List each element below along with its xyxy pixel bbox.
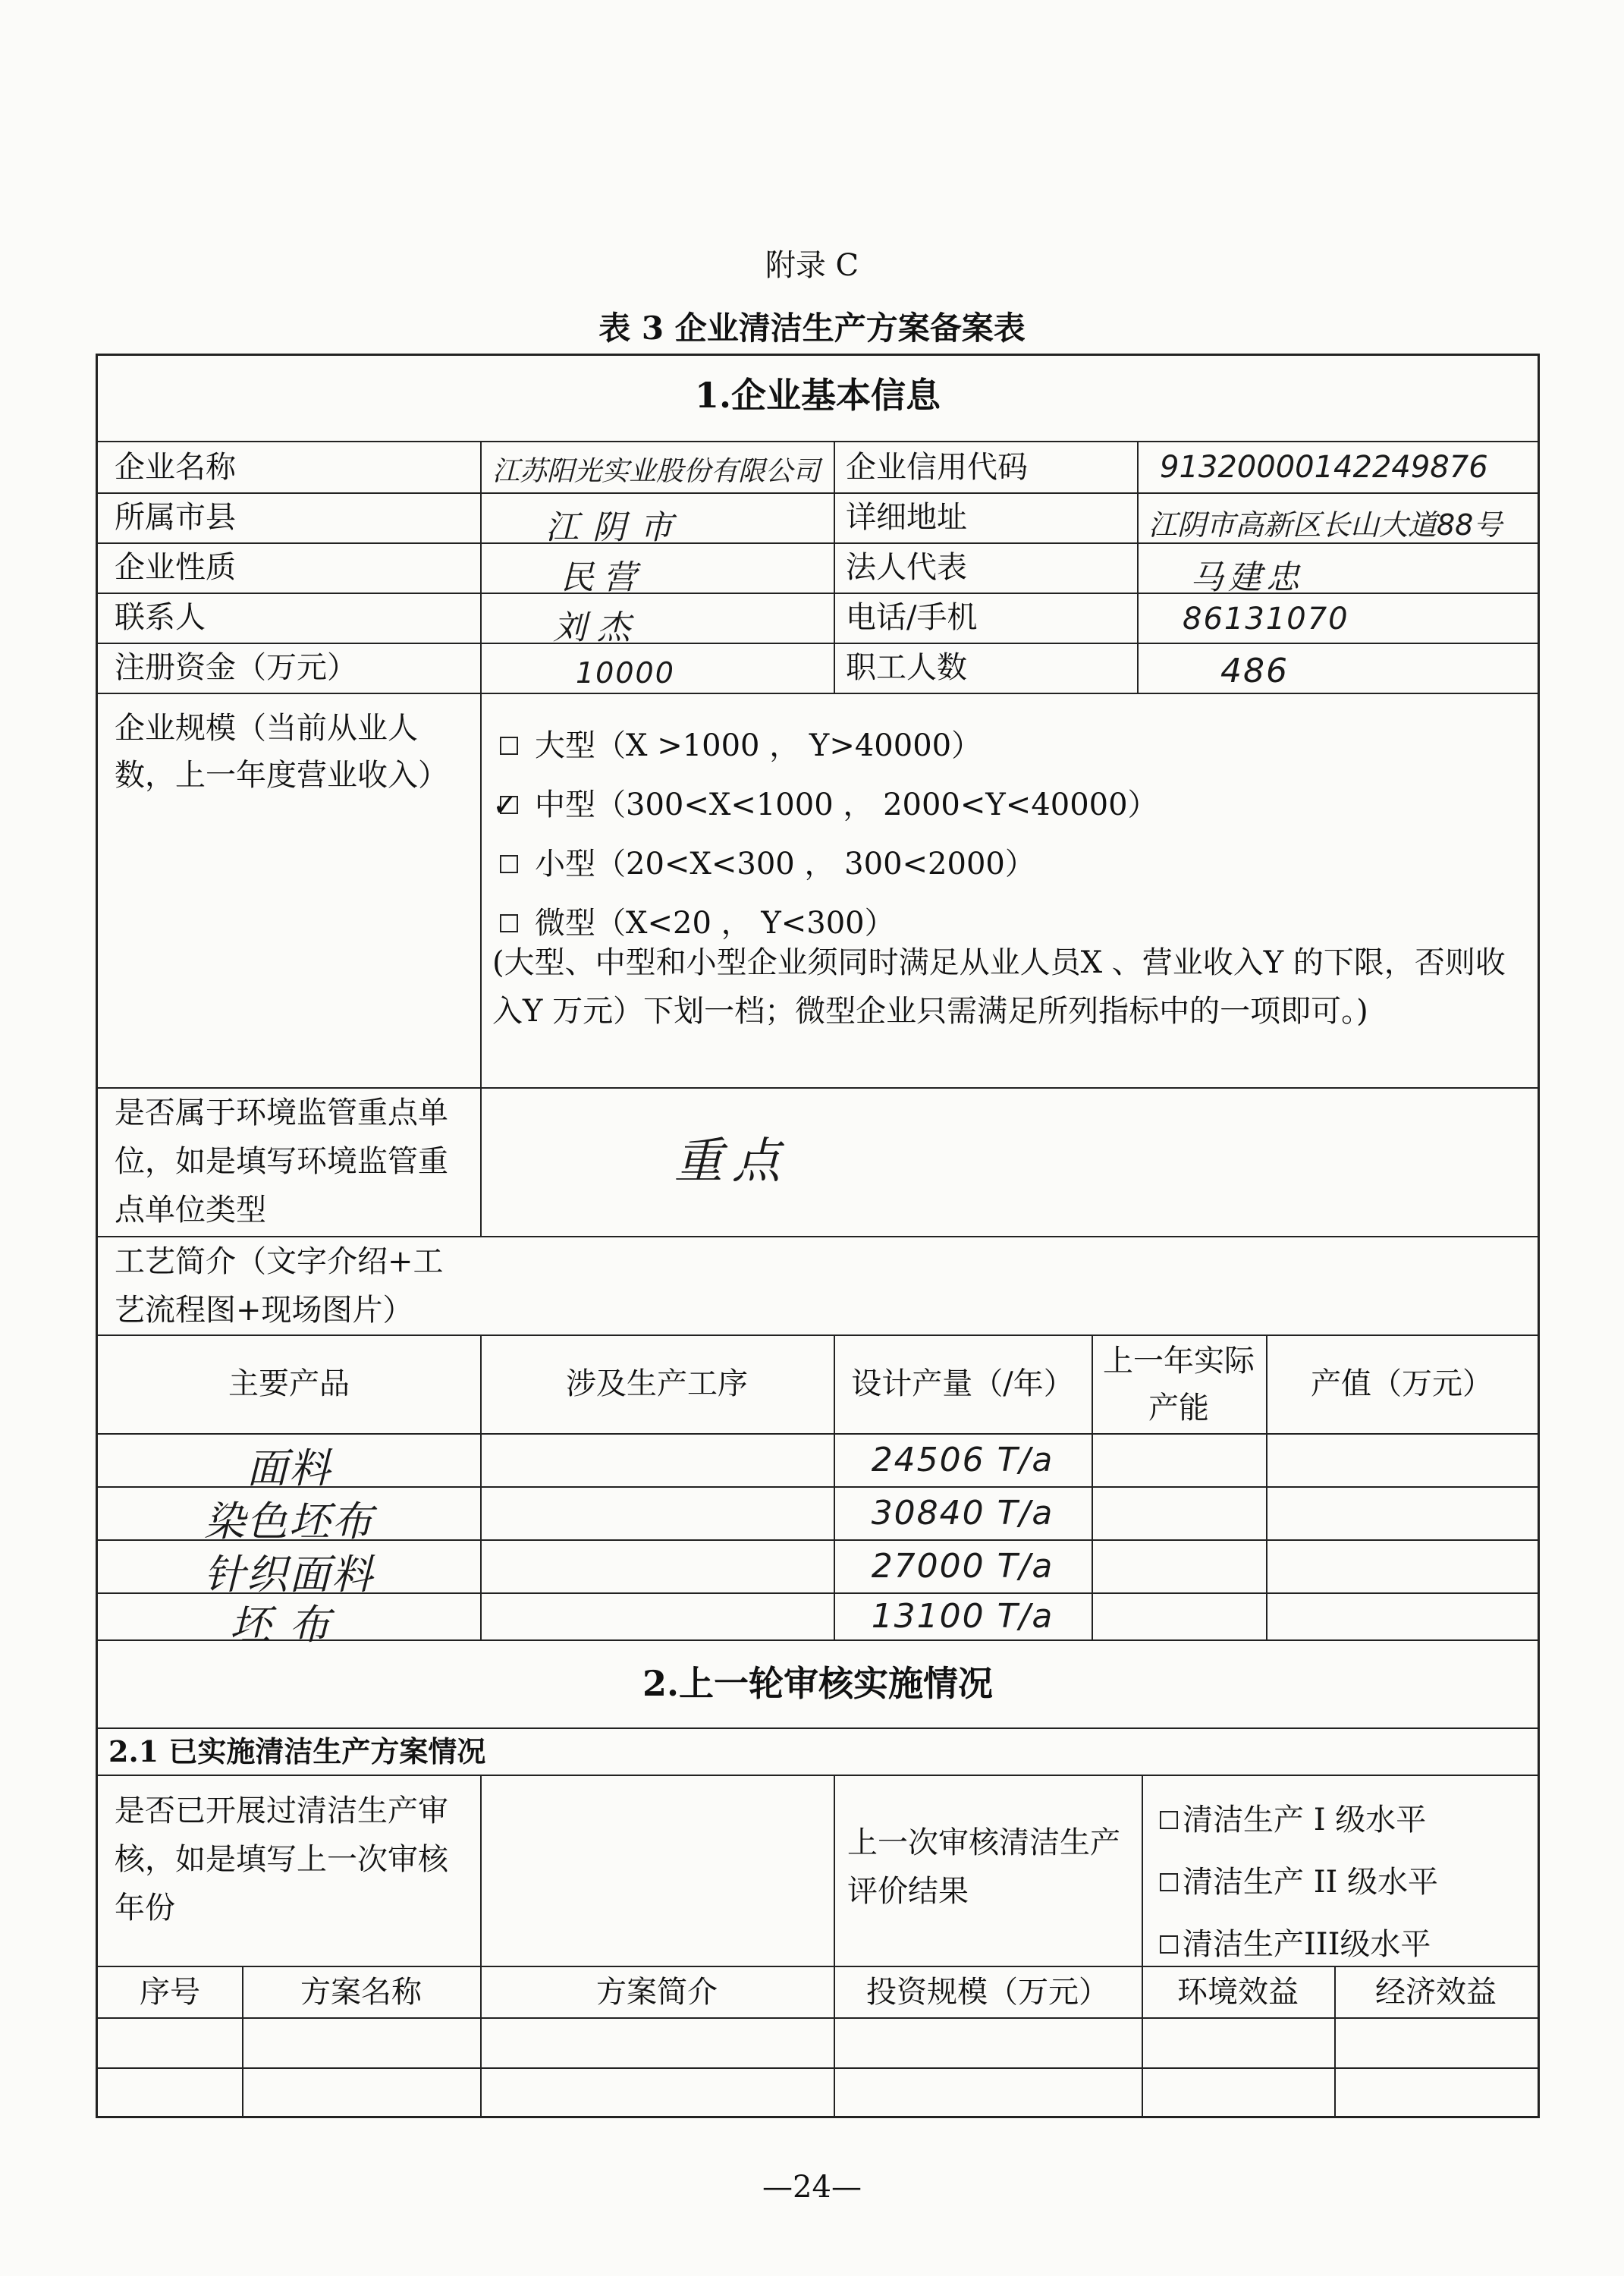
- rule: [98, 643, 1538, 644]
- filing-form: [96, 354, 1540, 2118]
- label-company-name: 企业名称: [115, 450, 236, 485]
- scale-note: (大型、中型和小型企业须同时满足从业人员X 、营业收入Y 的下限，否则收入Y 万元）下划一档；微型企业只需满足所列指标中的一项即可。): [492, 945, 1506, 1029]
- rule: [1137, 441, 1139, 693]
- col-econ-benefit: 经济效益: [1375, 1975, 1497, 2010]
- label-nature: 企业性质: [115, 550, 236, 585]
- rule: [98, 2067, 1538, 2069]
- col-design-capacity: 设计产量（/年）: [851, 1366, 1074, 1401]
- page-number: —24—: [762, 2170, 862, 2205]
- level-option-2[interactable]: 清洁生产 II 级水平: [1160, 1858, 1438, 1901]
- product-capacity: 24506 T/a: [871, 1441, 1054, 1479]
- rule: [480, 441, 482, 1236]
- appendix-title: 附录 C: [765, 248, 859, 283]
- label-contact: 联系人: [115, 600, 206, 635]
- rule: [98, 492, 1538, 494]
- product-capacity: 13100 T/a: [871, 1597, 1054, 1636]
- checkbox[interactable]: [500, 737, 518, 755]
- label-phone: 电话/手机: [846, 600, 978, 635]
- col-main-product: 主要产品: [228, 1366, 350, 1401]
- rule: [98, 693, 1538, 694]
- col-seq: 序号: [140, 1975, 200, 2010]
- table-caption: 表 3 企业清洁生产方案备案表: [598, 310, 1026, 347]
- checkbox[interactable]: [500, 855, 518, 873]
- label-process: 工艺简介（文字介绍+工艺流程图+现场图片）: [115, 1244, 444, 1328]
- label-key-unit: 是否属于环境监管重点单位，如是填写环境监管重点单位类型: [115, 1096, 448, 1228]
- section2-1-title: 2.1 已实施清洁生产方案情况: [108, 1734, 486, 1768]
- col-last-year-capacity: 上一年实际产能: [1103, 1344, 1255, 1426]
- checkbox[interactable]: [1160, 1873, 1178, 1891]
- scale-option-large[interactable]: 大型（X >1000 ， Y>40000）: [500, 721, 982, 765]
- level-option-1[interactable]: 清洁生产 I 级水平: [1160, 1796, 1426, 1839]
- label-credit-code: 企业信用代码: [846, 450, 1028, 485]
- product-capacity: 30840 T/a: [871, 1494, 1054, 1533]
- product-name: 面料: [247, 1445, 331, 1492]
- checkbox[interactable]: [1160, 1811, 1178, 1829]
- rule: [834, 441, 835, 693]
- rule: [98, 1433, 1538, 1435]
- label-staff: 职工人数: [846, 650, 967, 685]
- contact-value: 刘杰: [553, 608, 641, 647]
- product-name: 坯布: [230, 1601, 348, 1649]
- checkbox[interactable]: [500, 914, 518, 932]
- capital-value: 10000: [576, 656, 675, 690]
- label-legal-rep: 法人代表: [846, 550, 967, 585]
- rule: [98, 1334, 1538, 1336]
- address-value: 江阴市高新区长山大道88号: [1148, 508, 1503, 542]
- label-audit-done: 是否已开展过清洁生产审核，如是填写上一次审核年份: [115, 1793, 448, 1925]
- check-icon: ✓: [492, 788, 518, 823]
- col-plan-name: 方案名称: [300, 1975, 422, 2010]
- scale-option-micro[interactable]: 微型（X<20 ， Y<300）: [500, 899, 895, 942]
- rule: [98, 441, 1538, 442]
- product-name: 染色坯布: [204, 1498, 374, 1545]
- label-capital: 注册资金（万元）: [115, 650, 357, 685]
- rule: [98, 1966, 1538, 1967]
- staff-value: 486: [1220, 652, 1289, 690]
- rule: [98, 593, 1538, 594]
- rule: [98, 1775, 1538, 1776]
- col-investment: 投资规模（万元）: [866, 1975, 1109, 2010]
- col-plan-summary: 方案简介: [596, 1975, 718, 2010]
- company-name-value: 江苏阳光实业股份有限公司: [492, 456, 821, 487]
- legal-rep-value: 马建忠: [1190, 558, 1304, 597]
- label-audit-result: 上一次审核清洁生产评价结果: [847, 1825, 1120, 1909]
- key-unit-value: 重点: [674, 1133, 790, 1190]
- scale-option-medium[interactable]: ✓ 中型（300<X<1000 ， 2000<Y<40000）: [492, 787, 1158, 823]
- product-capacity: 27000 T/a: [871, 1547, 1054, 1586]
- product-name: 针织面料: [204, 1551, 374, 1599]
- section1-title: 1.企业基本信息: [694, 375, 941, 416]
- rule: [834, 1775, 835, 2117]
- col-env-benefit: 环境效益: [1177, 1975, 1299, 2010]
- nature-value: 民营: [561, 558, 646, 597]
- rule: [98, 1727, 1538, 1729]
- rule: [98, 2017, 1538, 2019]
- scale-option-small[interactable]: 小型（20<X<300 ， 300<2000）: [500, 840, 1035, 883]
- rule: [1142, 1775, 1143, 2117]
- col-output-value: 产值（万元）: [1311, 1366, 1493, 1401]
- checkbox[interactable]: [1160, 1935, 1178, 1954]
- city-value: 江阴市: [545, 508, 686, 547]
- label-address: 详细地址: [846, 500, 967, 535]
- phone-value: 86131070: [1183, 602, 1349, 637]
- section2-title: 2.上一轮审核实施情况: [642, 1663, 994, 1704]
- label-scale: 企业规模（当前从业人数，上一年度营业收入）: [115, 711, 448, 793]
- level-option-3[interactable]: 清洁生产III级水平: [1160, 1920, 1431, 1963]
- rule: [480, 1775, 482, 2117]
- checkbox-checked[interactable]: [492, 788, 518, 823]
- col-process-step: 涉及生产工序: [566, 1366, 748, 1401]
- label-city: 所属市县: [115, 500, 236, 535]
- credit-code-value: 91320000142249876: [1160, 450, 1488, 485]
